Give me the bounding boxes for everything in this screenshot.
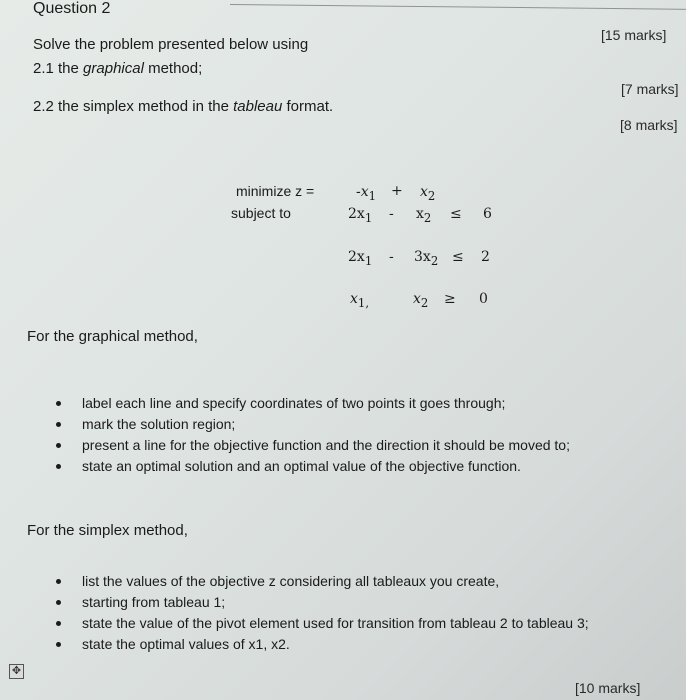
constraint-2-term-2: $3x_2$ (414, 249, 439, 268)
part-2-1-marks: [7 marks] (621, 81, 679, 97)
bullet-icon (56, 600, 61, 605)
constraint-2-term-1: $2x_1$ (348, 249, 373, 268)
constraint-1-relation: ≤ (450, 206, 462, 222)
question-title: Question 2 (33, 0, 111, 17)
list-item: starting from tableau 1; (82, 592, 589, 613)
constraint-1-term-2: $x_2$ (416, 206, 432, 225)
constraint-1-rhs: 6 (483, 206, 492, 222)
table-move-handle-icon[interactable]: ✥ (9, 664, 24, 679)
list-item: mark the solution region; (82, 414, 570, 435)
objective-term-1: $-x_1$ (356, 184, 377, 203)
question-intro: Solve the problem presented below using (33, 36, 309, 53)
constraint-2-rhs: 2 (481, 249, 490, 265)
part-2-2-marks: [8 marks] (620, 117, 678, 133)
constraint-1-op: - (389, 206, 394, 222)
part-2-2: 2.2 the simplex method in the tableau format. (33, 98, 334, 115)
nonneg-rhs: 0 (479, 291, 488, 307)
objective-op: + (391, 183, 403, 199)
part-2-1: 2.1 the graphical method; (33, 60, 203, 77)
list-item: state an optimal solution and an optimal value of the objective function. (82, 456, 570, 477)
subject-to-label: subject to (231, 205, 291, 221)
nonneg-term-1: $x_{1,}$ (350, 291, 370, 310)
list-item: label each line and specify coordinates of two points it goes through; (82, 393, 570, 414)
graphical-heading: For the graphical method, (27, 328, 198, 345)
bullet-icon (56, 621, 61, 626)
constraint-2-relation: ≤ (452, 249, 464, 265)
bullet-icon (56, 464, 61, 469)
nonneg-term-2: $x_2$ (413, 291, 429, 310)
list-item: state the optimal values of x1, x2. (82, 634, 589, 655)
bullet-icon (56, 401, 61, 406)
list-item: state the value of the pivot element used for transition from tableau 2 to tableau 3; (82, 613, 589, 634)
objective-label: minimize z = (236, 183, 315, 199)
constraint-1-term-1: $2x_1$ (348, 206, 373, 225)
nonneg-relation: ≥ (444, 291, 456, 307)
simplex-requirements-list (82, 571, 589, 655)
simplex-marks: [10 marks] (575, 680, 641, 696)
bullet-icon (56, 422, 61, 427)
simplex-heading: For the simplex method, (27, 522, 188, 539)
header-divider (230, 4, 686, 10)
bullet-icon (56, 579, 61, 584)
constraint-2-op: - (389, 249, 394, 265)
bullet-icon (56, 642, 61, 647)
list-item: present a line for the objective function and the direction it should be moved to; (82, 435, 570, 456)
bullet-icon (56, 443, 61, 448)
graphical-requirements-list (82, 393, 570, 477)
total-marks: [15 marks] (601, 27, 667, 43)
list-item: list the values of the objective z considering all tableaux you create, (82, 571, 589, 592)
objective-term-2: $x_2$ (420, 184, 436, 203)
